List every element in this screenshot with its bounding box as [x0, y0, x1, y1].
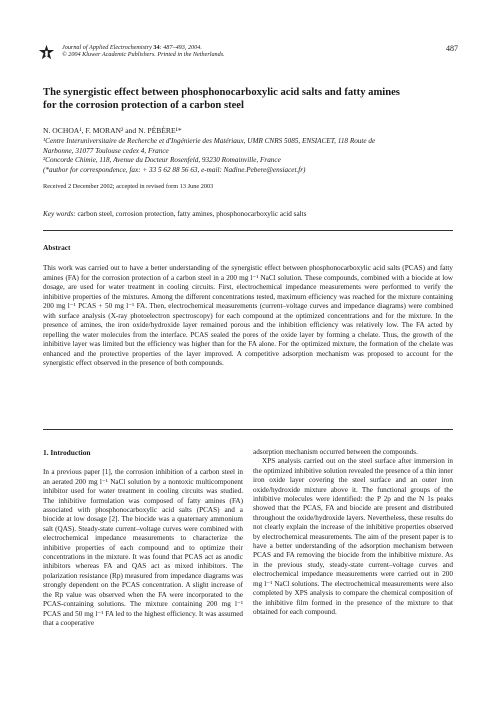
keywords-text: carbon steel, corrosion protection, fatty amines, phosphonocarboxylic acid salts [77, 210, 307, 218]
keywords-label: Key words: [43, 210, 76, 218]
affiliation-1b: Narbonne, 31077 Toulouse cedex 4, France [43, 146, 169, 155]
author-list: N. OCHOA¹, F. MORAN² and N. PÉBÈRE¹* [43, 126, 182, 135]
affiliation-1a: ¹Centre Interuniversitaire de Recherche et d'Ingénierie des Matériaux, UMR CNRS 5085, ENSIACET, 118 Route de [43, 137, 376, 145]
journal-pages: : 487–493, 2004. [159, 44, 202, 51]
abstract-heading: Abstract [43, 243, 71, 252]
keywords [43, 210, 463, 218]
intro-paragraph-1: In a previous paper [1], the corrosion inhibition of a carbon steel in an aerated 200 mg l⁻¹ NaCl solution by a nontoxic multicomponent inhibitor used for water treatment in cooling circuits was studied. The inhibitive formulation was composed of fatty amines (FA) associated with phosphonocarboxylic acid salts (PCAS) and a biocide at low dosage [2]. The biocide was a quaternary ammonium salt (QAS). Steady-state current–voltage curves were combined with electrochemical impedance measurements to characterize the inhibitive properties of each compound and to optimize their concentrations in the mixture. It was found that PCAS act as anodic inhibitors whereas FA and QAS act as mixed inhibitors. The polarization resistance (Rp) measured from impedance diagrams was strongly dependent on the PCAS concentration. A slight increase of the Rp value was observed when the FA were incorporated to the PCAS-containing solutions. The mixture containing 200 mg l⁻¹ PCAS and 50 mg l⁻¹ FA led to the highest efficiency. It was assumed that a cooperative [43, 468, 243, 627]
affiliations [43, 137, 463, 175]
title-line-1: The synergistic effect between phosphonocarboxylic acid salts and fatty amines [43, 87, 400, 98]
journal-citation [62, 44, 392, 58]
column-right [253, 448, 453, 617]
page-number: 487 [446, 44, 458, 53]
column-left [43, 448, 243, 628]
affiliation-2: ²Concorde Chimie, 118, Avenue du Docteur Rosenfeld, 93230 Romainville, France [43, 156, 281, 164]
copyright-line: © 2004 Kluwer Academic Publishers. Printed in the Netherlands. [62, 51, 225, 59]
intro-paragraph-2: XPS analysis carried out on the steel surface after immersion in the optimized inhibitive solution revealed the presence of a thin inner iron oxide layer covering the steel surface and an outer iron oxide/hydroxide mixture above it. The functional groups of the inhibitive molecules were identified: the P 2p and the N 1s peaks showed that the PCAS, FA and biocide are present and distributed throughout the oxide/hydroxide layers. Nevertheless, these results do not clearly explain the increase of the inhibitive properties observed by electrochemical measurements. The aim of the present paper is to have a better understanding of the adsorption mechanism between PCAS and FA removing the biocide from the inhibitive mixture. As in the previous study, steady-state current–voltage curves and electrochemical impedance measurements were carried out in 200 mg l⁻¹ NaCl solutions. The electrochemical measurements were also completed by XPS analysis to compare the chemical composition of the inhibitive film formed in the presence of the mixture to that obtained for each compound. [253, 457, 453, 616]
publisher-logo [38, 44, 55, 61]
bottom-rule [43, 429, 453, 430]
received-dates: Received 2 December 2002; accepted in revised form 13 June 2003 [43, 183, 214, 190]
running-header [38, 42, 458, 64]
journal-volume: 34 [153, 44, 160, 51]
correspondence: (*author for correspondence, fax: + 33 5 62 88 56 63, e-mail: Nadine.Pebere@ensiacet.fr) [43, 165, 306, 174]
section-heading: 1. Introduction [43, 448, 91, 457]
title-line-2: for the corrosion protection of a carbon steel [43, 100, 244, 111]
journal-name: Journal of Applied Electrochemistry [62, 44, 152, 51]
top-rule [43, 230, 453, 231]
abstract-body: This work was carried out to have a better understanding of the synergistic effect between phosphonocarboxylic acid salts (PCAS) and fatty amines (FA) for the corrosion protection of a carbon steel in a 200 mg l⁻¹ NaCl solution. These compounds, combined with a biocide at low dosage, are used for water treatment in cooling circuits. First, electrochemical impedance measurements were performed to verify the inhibitive properties of the mixtures. Among the different concentrations tested, maximum efficiency was reached for the mixture containing 200 mg l⁻¹ PCAS + 50 mg l⁻¹ FA. Then, electrochemical measurements (current–voltage curves and impedance diagrams) were combined with surface analysis (X-ray photoelectron spectroscopy) for each compound at the optimized concentrations and for the mixture. In the presence of amines, the iron oxide/hydroxide layer remained porous and the inhibition efficiency was relatively low. The FA acted by repelling the water molecules from the interface. PCAS sealed the pores of the oxide layer by forming a chelate. Thus, the growth of the inhibitive layer was limited but the efficiency was higher than for the FA alone. For the optimized mixture, the formation of the chelate was enhanced and the protective properties of the layer improved. A competitive adsorption mechanism was proposed to account for the synergistic effect observed in the presence of both compounds. [43, 264, 453, 368]
paper-title [43, 86, 453, 112]
intro-paragraph-1-cont: adsorption mechanism occurred between the compounds. [253, 448, 418, 456]
